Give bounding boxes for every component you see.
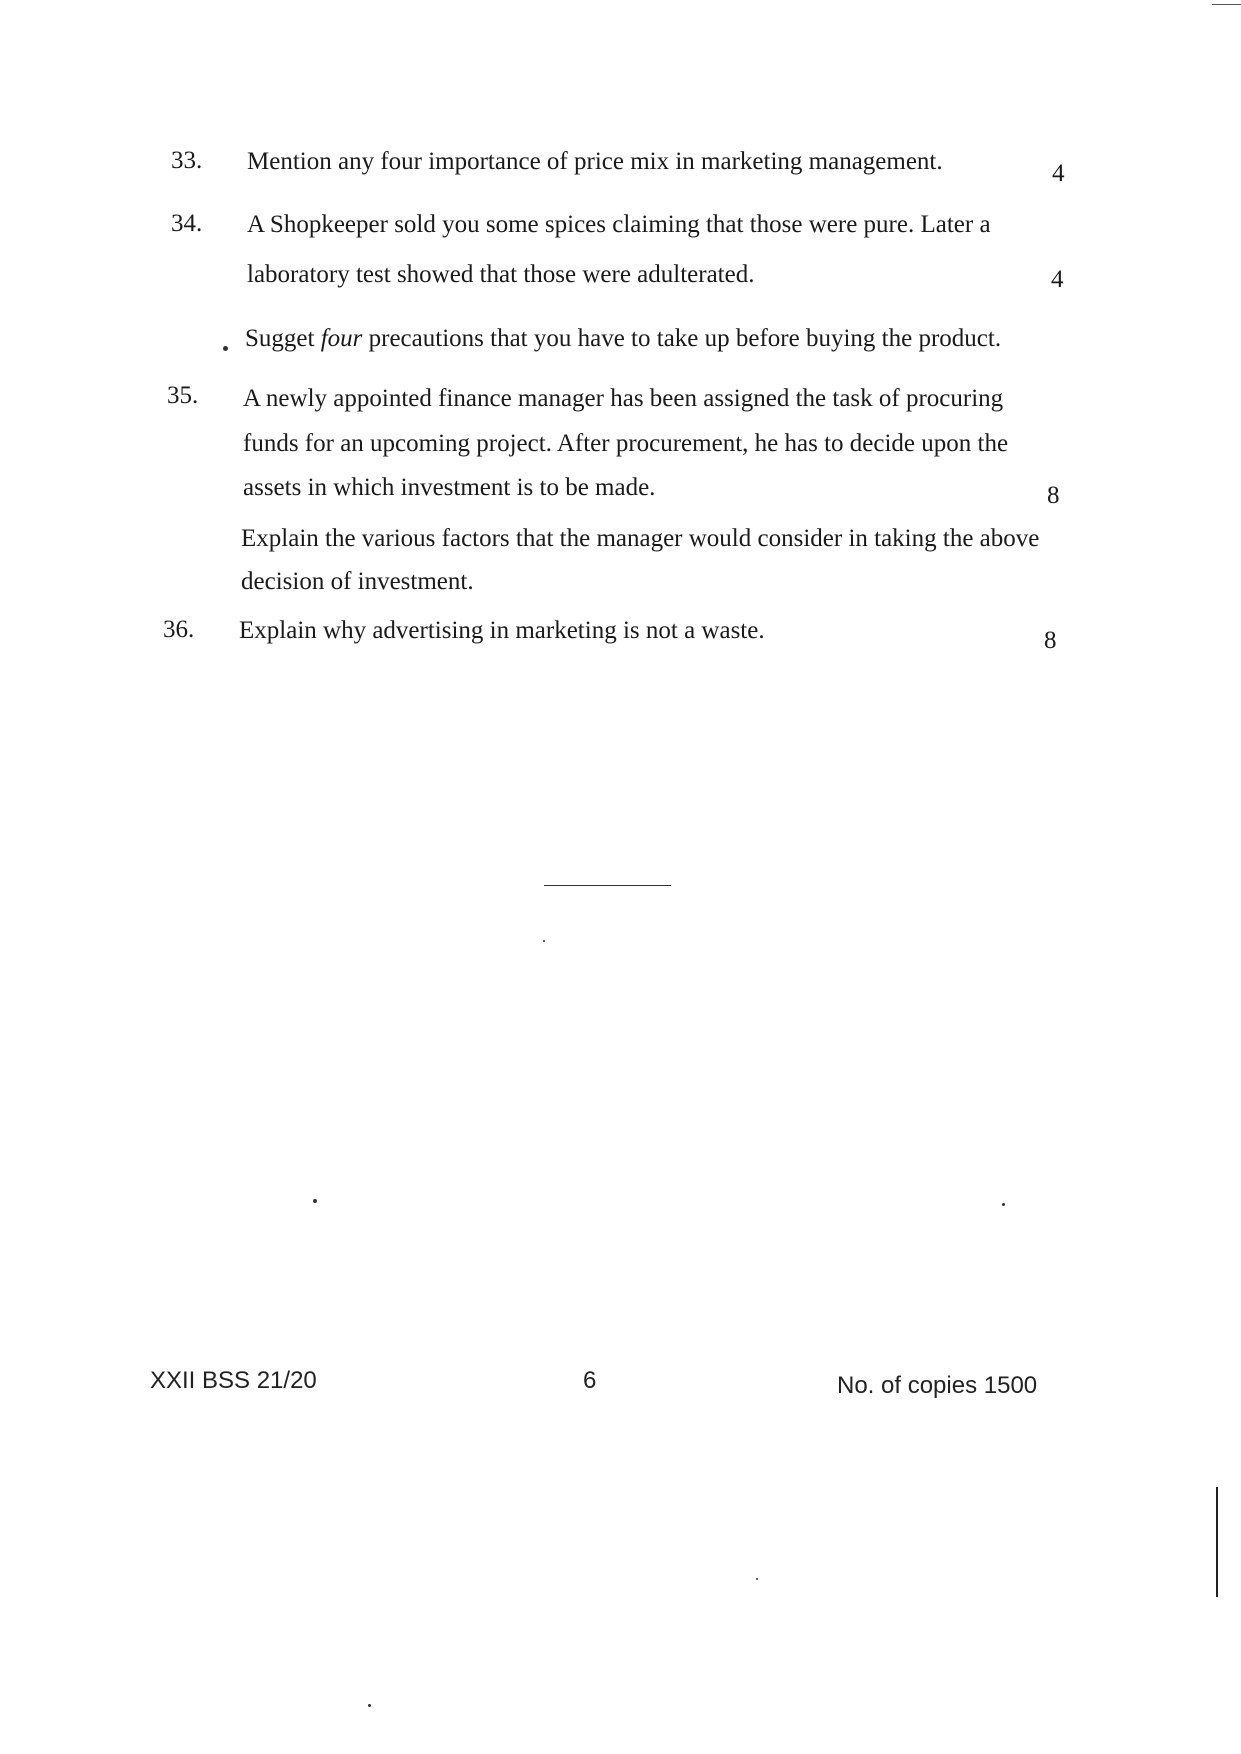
paper-code: XXII BSS 21/20 [150, 1367, 317, 1394]
question-text: Explain why advertising in marketing is not a waste. [239, 617, 765, 644]
scan-speck [1002, 1203, 1005, 1206]
subpart-emphasis: four [320, 325, 363, 352]
question-subpart-line: decision of investment. [241, 568, 474, 595]
subpart-rest: precautions that you have to take up before buying the product. [362, 325, 1002, 352]
question-text-line: assets in which investment is to be made. [243, 474, 656, 501]
question-marks: 8 [1044, 627, 1057, 654]
scan-speck [313, 1199, 317, 1203]
question-text-line: funds for an upcoming project. After procurement, he has to decide upon the [243, 430, 1009, 457]
question-text: Mention any four importance of price mix in marketing management. [247, 148, 943, 175]
question-number: 34. [171, 210, 203, 237]
scan-speck [368, 1704, 371, 1707]
scan-speck [543, 940, 545, 942]
scan-edge-line [1212, 4, 1241, 5]
question-number: 36. [163, 616, 195, 643]
scan-edge-line [1216, 1487, 1218, 1597]
question-marks: 4 [1052, 160, 1065, 187]
question-text-line: A newly appointed finance manager has been assigned the task of procuring [243, 385, 1004, 412]
end-divider [544, 885, 671, 886]
question-subpart-line: Explain the various factors that the manager would consider in taking the above [241, 525, 1040, 552]
question-text-line: A Shopkeeper sold you some spices claiming that those were pure. Later a [247, 211, 991, 238]
copies-count: No. of copies 1500 [837, 1372, 1038, 1399]
page-number: 6 [583, 1367, 597, 1394]
scan-speck [756, 1578, 758, 1580]
question-number: 35. [167, 382, 199, 409]
subpart-prefix: Sugget [245, 325, 321, 352]
question-text-line: laboratory test showed that those were adulterated. [247, 261, 755, 288]
question-marks: 8 [1047, 482, 1060, 509]
question-subpart [245, 318, 1001, 360]
bullet-dot [223, 346, 228, 351]
question-number: 33. [171, 147, 203, 174]
question-marks: 4 [1051, 266, 1064, 293]
